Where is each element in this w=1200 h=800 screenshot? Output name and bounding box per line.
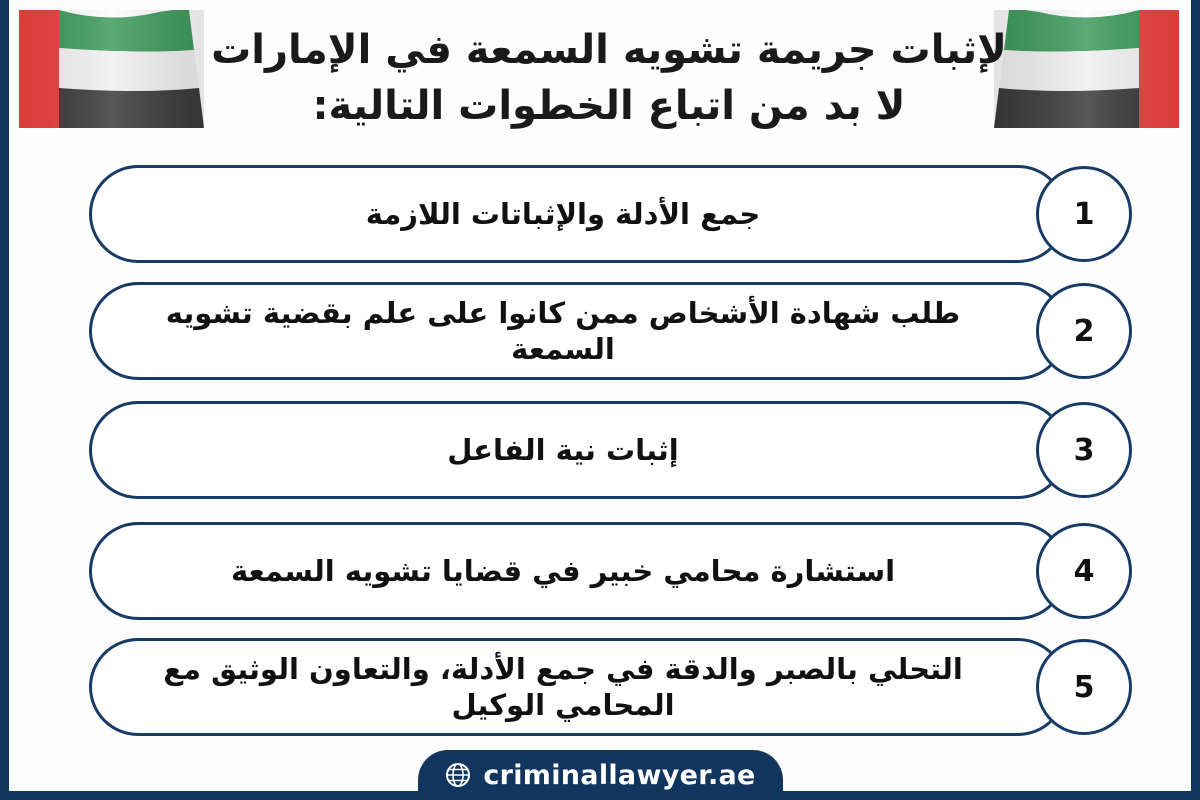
step-number: 2: [1073, 313, 1095, 349]
step-number: 5: [1073, 669, 1095, 705]
step-number-badge: [1036, 166, 1132, 262]
step-5: [89, 638, 1134, 736]
step-pill: [89, 401, 1067, 499]
step-text: جمع الأدلة والإثباتات اللازمة: [365, 197, 761, 231]
website-link[interactable]: criminallawyer.ae: [483, 759, 756, 791]
step-number: 4: [1073, 553, 1095, 589]
step-number: 3: [1073, 432, 1095, 468]
step-number-badge: [1036, 402, 1132, 498]
page-title: [199, 22, 1019, 134]
uae-flag-icon: [994, 10, 1179, 128]
step-1: [89, 165, 1134, 263]
step-number-badge: [1036, 639, 1132, 735]
step-number: 1: [1073, 196, 1095, 232]
website-banner[interactable]: [418, 750, 783, 800]
step-text: إثبات نية الفاعل: [447, 433, 679, 467]
step-pill: [89, 282, 1067, 380]
step-text: التحلي بالصبر والدقة في جمع الأدلة، والتعاون الوثيق مع المحامي الوكيل: [163, 652, 963, 722]
title-line-1: لإثبات جريمة تشويه السمعة في الإمارات: [211, 27, 1007, 73]
step-2: [89, 282, 1134, 380]
step-pill: [89, 638, 1067, 736]
uae-flag-icon: [19, 10, 204, 128]
step-pill: [89, 522, 1067, 620]
step-3: [89, 401, 1134, 499]
title-line-2: لا بد من اتباع الخطوات التالية:: [312, 83, 906, 129]
step-number-badge: [1036, 523, 1132, 619]
step-pill: [89, 165, 1067, 263]
globe-icon: [445, 762, 471, 788]
step-text: استشارة محامي خبير في قضايا تشويه السمعة: [230, 554, 896, 588]
step-text: طلب شهادة الأشخاص ممن كانوا على علم بقضية تشويه السمعة: [165, 296, 961, 366]
step-4: [89, 522, 1134, 620]
step-number-badge: [1036, 283, 1132, 379]
